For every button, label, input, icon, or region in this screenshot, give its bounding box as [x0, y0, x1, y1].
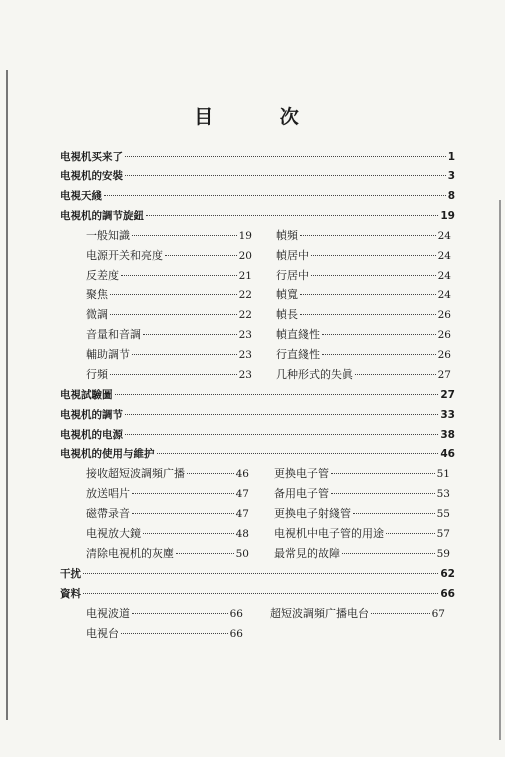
- dot-leader: [132, 613, 228, 614]
- dot-leader: [386, 533, 435, 534]
- page-edge-line: [499, 200, 501, 740]
- toc-page-number: 33: [440, 409, 455, 421]
- toc-entry-title: 微調: [86, 308, 108, 321]
- toc-entry-title: 电視机的安裝: [60, 170, 123, 182]
- toc-page-number: 62: [440, 568, 455, 580]
- toc-entry: [86, 487, 249, 501]
- dot-leader: [132, 235, 237, 236]
- dot-leader: [355, 374, 436, 375]
- toc-entry: [86, 229, 252, 243]
- toc-page-number: 55: [436, 508, 450, 520]
- toc-entry-title: 干扰: [60, 568, 81, 580]
- toc-page-number: 66: [229, 628, 243, 640]
- dot-leader: [157, 453, 439, 454]
- toc-page-number: 23: [238, 329, 252, 341]
- toc-page-number: 24: [437, 270, 451, 282]
- toc-entry-title: 电視放大鏡: [86, 527, 141, 540]
- toc-entry-title: 幀居中: [276, 249, 309, 262]
- dot-leader: [132, 513, 234, 514]
- page-edge-line: [6, 70, 8, 720]
- dot-leader: [331, 493, 435, 494]
- toc-entry-title: 电視試驗圖: [60, 389, 113, 401]
- toc-entry-title: 更換电子射綫管: [274, 507, 351, 520]
- toc-page-number: 24: [437, 289, 451, 301]
- toc-page-number: 1: [447, 151, 455, 163]
- toc-page-number: 66: [440, 588, 455, 600]
- dot-leader: [300, 294, 436, 295]
- toc-entry-title: 接收超短波調頻广播: [86, 467, 185, 480]
- toc-page-number: 27: [437, 369, 451, 381]
- toc-entry: [86, 348, 252, 362]
- toc-entry-title: 更換电子管: [274, 467, 329, 480]
- toc-entry: [86, 627, 243, 641]
- toc-page-number: 19: [238, 230, 252, 242]
- toc-entry: [270, 607, 445, 621]
- dot-leader: [132, 493, 234, 494]
- toc-page-number: 3: [447, 170, 455, 182]
- toc-page-number: 48: [235, 528, 249, 540]
- toc-entry: [86, 288, 252, 302]
- toc-entry: [86, 527, 249, 541]
- toc-page-number: 23: [238, 369, 252, 381]
- dot-leader: [83, 573, 438, 574]
- toc-entry: [86, 328, 252, 342]
- toc-entry: [60, 428, 455, 442]
- dot-leader: [176, 553, 234, 554]
- dot-leader: [132, 354, 237, 355]
- dot-leader: [311, 275, 436, 276]
- toc-entry: [86, 607, 243, 621]
- dot-leader: [125, 175, 446, 176]
- toc-entry-title: 音量和音調: [86, 328, 141, 341]
- toc-entry-title: 电視天綫: [60, 190, 102, 202]
- dot-leader: [110, 294, 237, 295]
- dot-leader: [322, 354, 436, 355]
- toc-page-number: 26: [437, 329, 451, 341]
- toc-entry: [86, 368, 252, 382]
- toc-entry-title: 幀長: [276, 308, 298, 321]
- toc-entry-title: 放送唱片: [86, 487, 130, 500]
- toc-entry: [276, 249, 451, 263]
- toc-entry-title: 电視机买来了: [60, 151, 123, 163]
- toc-page-number: 50: [235, 548, 249, 560]
- dot-leader: [146, 215, 438, 216]
- toc-entry-title: 电視机的調节: [60, 409, 123, 421]
- toc-entry: [276, 328, 451, 342]
- toc-entry: [86, 249, 252, 263]
- toc-entry: [86, 269, 252, 283]
- toc-entry-title: 电視机中电子管的用途: [274, 527, 384, 540]
- dot-leader: [187, 473, 234, 474]
- toc-page-number: 26: [437, 309, 451, 321]
- toc-entry: [276, 348, 451, 362]
- toc-page-number: 46: [235, 468, 249, 480]
- toc-entry: [60, 189, 455, 203]
- toc-entry: [274, 487, 450, 501]
- toc-entry-title: 超短波調頻广播电台: [270, 607, 369, 620]
- toc-page-number: 38: [440, 429, 455, 441]
- toc-page-number: 59: [436, 548, 450, 560]
- toc-page-number: 46: [440, 448, 455, 460]
- toc-page-number: 8: [447, 190, 455, 202]
- toc-entry: [274, 467, 450, 481]
- toc-entry: [60, 209, 455, 223]
- toc-entry-title: 輔助調节: [86, 348, 130, 361]
- toc-page-number: 22: [238, 309, 252, 321]
- dot-leader: [115, 394, 439, 395]
- toc-entry-title: 聚焦: [86, 288, 108, 301]
- toc-page-number: 21: [238, 270, 252, 282]
- toc-page-number: 66: [229, 608, 243, 620]
- dot-leader: [143, 334, 237, 335]
- toc-entry: [274, 507, 450, 521]
- toc-entry: [60, 150, 455, 164]
- toc-entry-title: 行頻: [86, 368, 108, 381]
- dot-leader: [125, 414, 438, 415]
- toc-entry-title: 幀頻: [276, 229, 298, 242]
- toc-page-number: 26: [437, 349, 451, 361]
- toc-entry: [86, 308, 252, 322]
- dot-leader: [125, 156, 446, 157]
- toc-entry-title: 行直綫性: [276, 348, 320, 361]
- dot-leader: [104, 195, 446, 196]
- dot-leader: [300, 314, 436, 315]
- dot-leader: [110, 374, 237, 375]
- toc-entry: [276, 368, 451, 382]
- toc-entry: [274, 527, 450, 541]
- toc-page-number: 47: [235, 488, 249, 500]
- toc-entry: [274, 547, 450, 561]
- dot-leader: [121, 275, 237, 276]
- dot-leader: [121, 633, 228, 634]
- toc-entry-title: 最常見的故障: [274, 547, 340, 560]
- toc-page-number: 57: [436, 528, 450, 540]
- toc-entry-title: 电視台: [86, 627, 119, 640]
- dot-leader: [143, 533, 234, 534]
- toc-entry-title: 电視机的調节旋鈕: [60, 210, 144, 222]
- toc-entry-title: 电視机的使用与維护: [60, 448, 155, 460]
- toc-entry: [60, 388, 455, 402]
- toc-page-number: 22: [238, 289, 252, 301]
- toc-entry: [276, 288, 451, 302]
- toc-entry: [60, 567, 455, 581]
- toc-entry: [276, 229, 451, 243]
- toc-entry-title: 幀直綫性: [276, 328, 320, 341]
- toc-entry-title: 清除电視机的灰塵: [86, 547, 174, 560]
- toc-entry: [86, 547, 249, 561]
- toc-page-number: 24: [437, 230, 451, 242]
- dot-leader: [371, 613, 430, 614]
- dot-leader: [353, 513, 435, 514]
- toc-page-number: 27: [440, 389, 455, 401]
- dot-leader: [300, 235, 436, 236]
- toc-page-number: 67: [431, 608, 445, 620]
- toc-entry-title: 一般知識: [86, 229, 130, 242]
- dot-leader: [342, 553, 435, 554]
- dot-leader: [83, 593, 438, 594]
- toc-entry-title: 电視机的电源: [60, 429, 123, 441]
- toc-entry-title: 电視波道: [86, 607, 130, 620]
- toc-page-number: 51: [436, 468, 450, 480]
- dot-leader: [125, 434, 438, 435]
- toc-entry: [276, 308, 451, 322]
- toc-entry: [86, 467, 249, 481]
- toc-entry: [276, 269, 451, 283]
- toc-entry-title: 反差度: [86, 269, 119, 282]
- toc-page-number: 24: [437, 250, 451, 262]
- toc-entry-title: 电源开关和亮度: [86, 249, 163, 262]
- toc-page-number: 53: [436, 488, 450, 500]
- toc-entry: [60, 169, 455, 183]
- toc-entry: [60, 408, 455, 422]
- dot-leader: [165, 255, 237, 256]
- toc-page-number: 19: [440, 210, 455, 222]
- toc-entry-title: 行居中: [276, 269, 309, 282]
- toc-entry-title: 幀寬: [276, 288, 298, 301]
- toc-page-number: 47: [235, 508, 249, 520]
- toc-page-number: 20: [238, 250, 252, 262]
- dot-leader: [331, 473, 435, 474]
- dot-leader: [110, 314, 237, 315]
- toc-entry: [60, 447, 455, 461]
- toc-entry-title: 磁帶录音: [86, 507, 130, 520]
- toc-entry-title: 几种形式的失眞: [276, 368, 353, 381]
- toc-entry: [86, 507, 249, 521]
- toc-entry-title: 备用电子管: [274, 487, 329, 500]
- page-title: 目 次: [194, 106, 329, 128]
- dot-leader: [311, 255, 436, 256]
- toc-page-number: 23: [238, 349, 252, 361]
- dot-leader: [322, 334, 436, 335]
- toc-entry-title: 資料: [60, 588, 81, 600]
- toc-entry: [60, 587, 455, 601]
